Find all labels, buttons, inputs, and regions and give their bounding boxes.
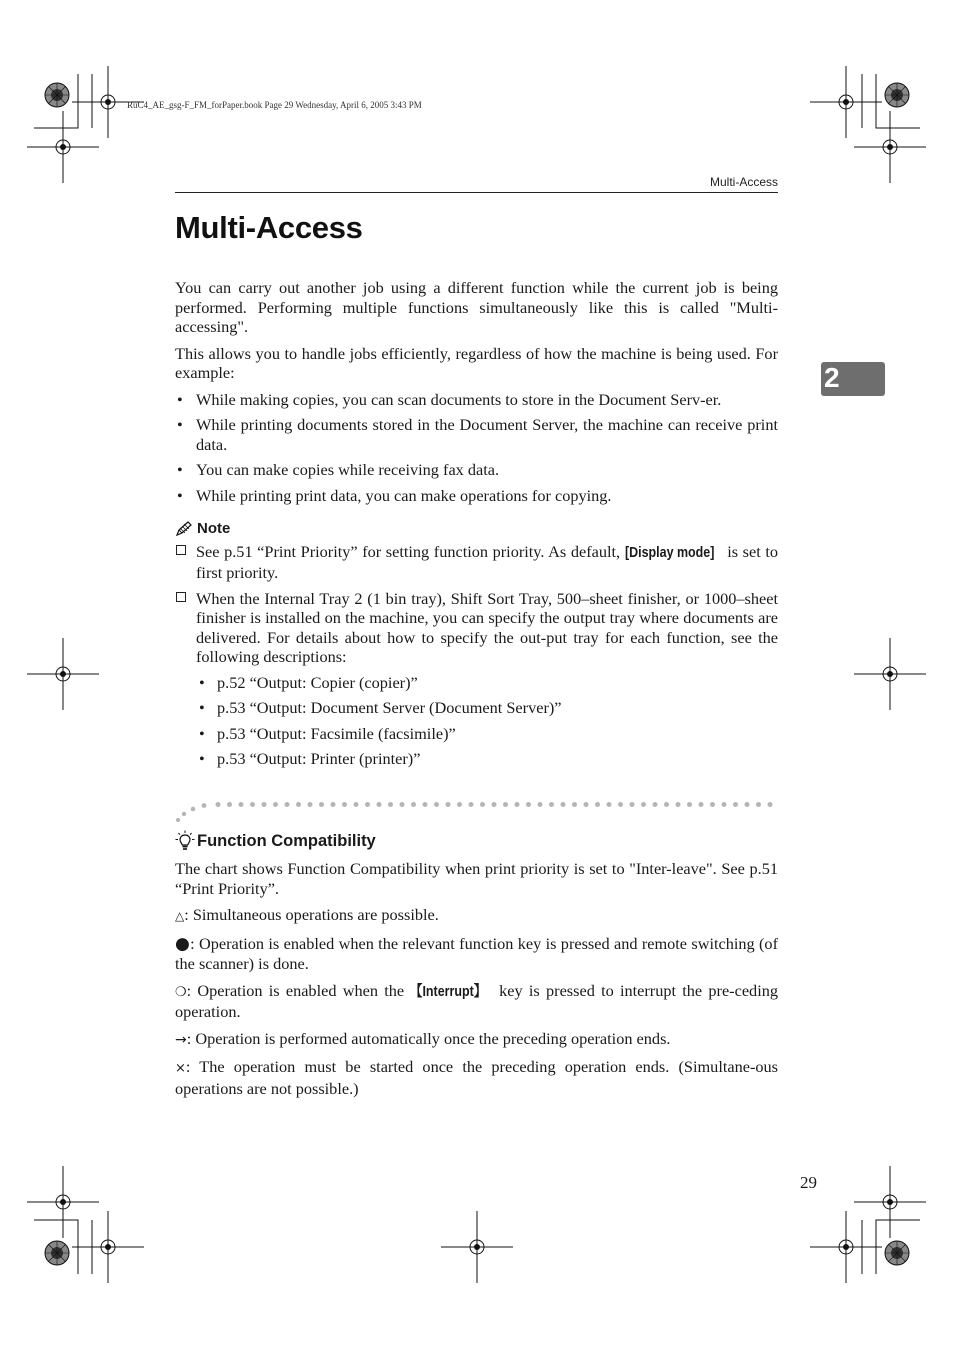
note-heading: [175, 519, 778, 539]
note-list: [175, 542, 778, 769]
checkbox-icon: [176, 545, 186, 555]
cross-icon: ×: [175, 1061, 186, 1076]
note-label: Note: [197, 520, 231, 537]
reference-link[interactable]: • p.53 “Output: Printer (printer)”: [196, 749, 778, 769]
reference-link[interactable]: • p.52 “Output: Copier (copier)”: [196, 673, 778, 693]
legend-item: △: Simultaneous operations are possible.: [175, 905, 439, 924]
filled-circle-icon: ●: [175, 933, 191, 954]
intro-paragraph-2: This allows you to handle jobs efficiently, regardless of how the machine is being used. For example:: [175, 343, 778, 382]
checkbox-icon: [176, 592, 186, 602]
tip-intro: The chart shows Function Compatibility when print priority is set to "Inter-leave". See p.51 “Print Priority”.: [175, 859, 778, 898]
note-item: When the Internal Tray 2 (1 bin tray), Shift Sort Tray, 500–sheet finisher, or 1000–sheet finisher is installed on the machine, you can specify the output tray where documents are delivered. For details about how to specify the out-put tray for each function, see the following descriptions: • p.52 “Output: Copier (copier)” • p.53 “Output: Document Server (Document Server)” • p.53 “Output: Facsimile (facsimile)” • p.53 “Output: Printer (printer)”: [175, 589, 778, 769]
interrupt-key: 【Interrupt】: [410, 983, 487, 1000]
right-arrow-icon: →: [175, 1031, 187, 1048]
page-title: Multi-Access: [175, 210, 363, 245]
reference-link[interactable]: • p.53 “Output: Facsimile (facsimile)”: [196, 724, 778, 744]
open-circle-icon: ❍: [175, 984, 187, 1000]
note-item: See p.51 “Print Priority” for setting function priority. As default, [Display mode] is set to first priority.: [175, 542, 778, 583]
tip-label: Function Compatibility: [197, 831, 376, 850]
legend-item: ×: The operation must be started once the preceding operation ends. (Simultane-ous operations are not possible.): [175, 1057, 778, 1098]
examples-list: [175, 390, 778, 506]
legend-item: ●: Operation is enabled when the relevant function key is pressed and remote switching (of the scanner) is done.: [175, 933, 778, 973]
header-rule: [175, 192, 778, 193]
triangle-icon: △: [175, 909, 185, 923]
tip-content: [175, 859, 778, 1105]
page-number: 29: [800, 1173, 817, 1192]
tip-heading: [175, 830, 376, 852]
list-item: • While making copies, you can scan documents to store in the Document Serv-er.: [175, 390, 778, 410]
lightbulb-icon: [175, 830, 195, 852]
running-head: Multi-Access: [709, 175, 778, 189]
output-references: [196, 673, 778, 769]
list-item: • While printing documents stored in the Document Server, the machine can receive print data.: [175, 415, 778, 454]
pencil-icon: [175, 521, 193, 537]
reference-link[interactable]: • p.53 “Output: Document Server (Document Server)”: [196, 698, 778, 718]
chapter-tab: [821, 362, 885, 396]
main-content: [175, 278, 778, 775]
list-item: • You can make copies while receiving fax data.: [175, 460, 778, 480]
display-mode-key: [Display mode]: [624, 544, 715, 561]
print-info: RuC4_AE_gsg-F_FM_forPaper.book Page 29 Wednesday, April 6, 2005 3:43 PM: [127, 100, 422, 110]
legend-item: ❍: Operation is enabled when the 【Interrupt】 key is pressed to interrupt the pre-ceding operation.: [175, 980, 778, 1021]
legend-item: →: Operation is performed automatically once the preceding operation ends.: [175, 1028, 671, 1048]
chapter-number: 2: [824, 362, 840, 393]
tip-divider: [172, 798, 778, 824]
intro-paragraph-1: You can carry out another job using a different function while the current job is being performed. Performing multiple functions simultaneously like this is called "Multi-accessing".: [175, 278, 778, 336]
list-item: • While printing print data, you can make operations for copying.: [175, 486, 778, 506]
